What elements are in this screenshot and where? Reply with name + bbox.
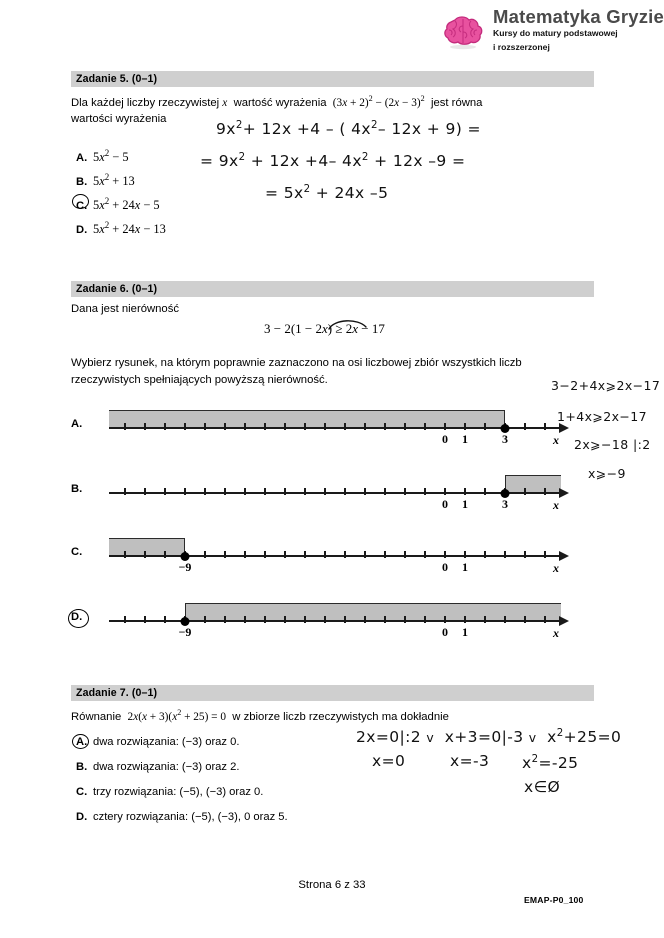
task6-option-d-tick-1: 1: [462, 625, 468, 639]
task5-handwriting-line2: = $9x^2 + 12x +4-$ $4x^2 + 12x$ –9 =: [200, 152, 466, 171]
task7-handwriting-col3-row2: $x^2=-25$: [522, 754, 579, 773]
task6-prompt-line1: Dana jest nierówność: [71, 303, 180, 315]
task7-handwriting-row1: 2x=0|:2 v x+3=0|-3 v $x^2+25=0$: [356, 728, 622, 747]
task5-option-b-text: $5x^2 + 13$: [93, 172, 135, 189]
task5-option-a-letter: A.: [76, 152, 88, 165]
task7-option-a[interactable]: [76, 736, 239, 748]
task6-prompt-line3-text: rzeczywistych spełniających powyższą nierówność.: [71, 373, 328, 386]
task6-option-a-axis-label: x: [553, 433, 559, 447]
task6-option-a[interactable]: [71, 400, 561, 458]
task6-option-d-tick-0: 0: [442, 625, 448, 639]
task6-option-b-axis-label: x: [553, 498, 559, 512]
task7-prompt: [71, 705, 449, 725]
task5-option-d[interactable]: [76, 220, 166, 237]
task7-option-d-letter: D.: [76, 811, 88, 823]
task5-prompt-part2: wartość wyrażenia: [233, 96, 327, 109]
task6-option-b-tick-1: 1: [462, 497, 468, 511]
task6-option-a-axis-arrow: [559, 423, 569, 433]
task5-option-a[interactable]: [76, 148, 129, 165]
task5-option-d-letter: D.: [76, 224, 88, 237]
task7-option-b[interactable]: [76, 761, 239, 773]
task6-option-d-axis-arrow: [559, 616, 569, 626]
task5-handwriting-line3: = $5x^2 + 24x$ –5: [265, 184, 389, 203]
task5-prompt-part3: jest równa: [430, 96, 483, 109]
task6-option-c-letter: C.: [71, 546, 83, 558]
task6-option-d[interactable]: [71, 593, 561, 651]
task5-header: Zadanie 5. (0–1): [71, 71, 594, 87]
task6-option-b-shaded-band: [505, 475, 561, 493]
task6-option-c-tick-0: 0: [442, 560, 448, 574]
task7-option-c[interactable]: [76, 786, 263, 798]
task6-handwriting-line4: x⩾−9: [588, 466, 626, 481]
task6-option-a-letter: A.: [71, 418, 83, 430]
task7-equation: $2x(x + 3)(x^2 + 25) = 0$: [127, 708, 227, 723]
task6-option-b-axis: [109, 492, 561, 494]
task6-prompt-line2: [71, 355, 591, 388]
task6-selected-answer-circle: [68, 609, 89, 628]
task7-handwriting-col1-row2: x=0: [372, 752, 406, 770]
brand-title: Matematyka Gryzie: [493, 6, 664, 27]
task6-option-a-shaded-band: [109, 410, 505, 428]
task6-option-d-axis: [109, 620, 561, 622]
task6-option-d-tick-neg9: −9: [178, 625, 192, 639]
task6-inequality: 3 − 2(1 − 2x) ≥ 2x − 17: [264, 321, 385, 336]
task5-option-c-letter: C.: [76, 200, 88, 213]
task5-option-b[interactable]: [76, 172, 135, 189]
task6-option-b-tick-0: 0: [442, 497, 448, 511]
task6-option-d-letter: D.: [71, 611, 83, 623]
footer-page-number: Strona 6 z 33: [298, 879, 366, 891]
task5-prompt-line2: wartości wyrażenia: [71, 113, 167, 126]
task6-option-a-tick-3: 3: [502, 432, 508, 446]
task6-handwriting-line2: 1+4x⩾2x−17: [557, 409, 647, 424]
task5-expression: $(3x + 2)^2 - (2x - 3)^2$: [332, 94, 425, 109]
task6-option-b-tick-3: 3: [502, 497, 508, 511]
task7-option-b-letter: B.: [76, 761, 88, 773]
brand-header: [441, 6, 664, 62]
task5-handwriting-line1: $9x^2+ 12x +4$ – ( $4x^2-$ 12x + 9) =: [216, 120, 481, 139]
task7-option-a-text: dwa rozwiązania: (−3) oraz 0.: [93, 736, 240, 748]
task6-handwriting-line1: 3−2+4x⩾2x−17: [551, 378, 661, 393]
brand-subtitle-line2: i rozszerzonej: [493, 42, 550, 53]
task7-option-d[interactable]: [76, 811, 288, 823]
task5-option-c-text: $5x^2 + 24x - 5$: [93, 196, 160, 213]
task7-option-c-letter: C.: [76, 786, 88, 798]
task7-selected-answer-circle: [72, 734, 89, 749]
task6-option-d-axis-label: x: [553, 626, 559, 640]
task6-brace-annotation: [328, 317, 368, 329]
task7-option-c-text: trzy rozwiązania: (−5), (−3) oraz 0.: [93, 786, 264, 798]
task5-prompt-part1: Dla każdej liczby rzeczywistej: [71, 96, 220, 109]
task7-prompt-part2: w zbiorze liczb rzeczywistych ma dokładnie: [232, 710, 449, 723]
task6-option-b-axis-arrow: [559, 488, 569, 498]
brand-subtitle-line1: Kursy do matury podstawowej: [493, 28, 618, 39]
task5-option-b-letter: B.: [76, 176, 88, 189]
task5-variable-x: x: [222, 96, 228, 109]
task6-handwriting-line3: 2x⩾−18 |:2: [574, 437, 651, 452]
task7-option-a-letter: A.: [76, 736, 88, 748]
task6-option-c-axis-arrow: [559, 551, 569, 561]
task7-handwriting-col2-row2: x=-3: [450, 752, 490, 770]
task6-option-c-shaded-band: [109, 538, 185, 556]
brand-text-block: [493, 6, 664, 54]
task7-option-b-text: dwa rozwiązania: (−3) oraz 2.: [93, 761, 240, 773]
task7-option-d-text: cztery rozwiązania: (−5), (−3), 0 oraz 5.: [93, 811, 288, 823]
task6-option-b[interactable]: [71, 465, 561, 523]
task5-option-a-text: $5x^2 - 5$: [93, 148, 129, 165]
task6-option-c-axis: [109, 555, 561, 557]
task6-option-c-tick-neg9: −9: [178, 560, 192, 574]
task5-selected-answer-circle: [72, 194, 89, 209]
task6-header: Zadanie 6. (0–1): [71, 281, 594, 297]
task6-option-b-letter: B.: [71, 483, 83, 495]
task7-prompt-part1: Równanie: [71, 710, 122, 723]
brain-icon: [441, 8, 485, 52]
task7-header: Zadanie 7. (0–1): [71, 685, 594, 701]
task7-handwriting-col3-row3: x∈Ø: [524, 778, 561, 796]
task6-option-c-axis-label: x: [553, 561, 559, 575]
task6-option-c[interactable]: [71, 528, 561, 586]
task6-option-a-tick-0: 0: [442, 432, 448, 446]
footer-exam-code: EMAP-P0_100: [524, 895, 584, 905]
task6-option-a-axis: [109, 427, 561, 429]
task6-option-a-tick-1: 1: [462, 432, 468, 446]
task5-option-d-text: $5x^2 + 24x - 13$: [93, 220, 166, 237]
task6-option-c-tick-1: 1: [462, 560, 468, 574]
task6-prompt-line2-text: Wybierz rysunek, na którym poprawnie zaznaczono na osi liczbowej zbiór wszystkich liczb: [71, 357, 522, 369]
